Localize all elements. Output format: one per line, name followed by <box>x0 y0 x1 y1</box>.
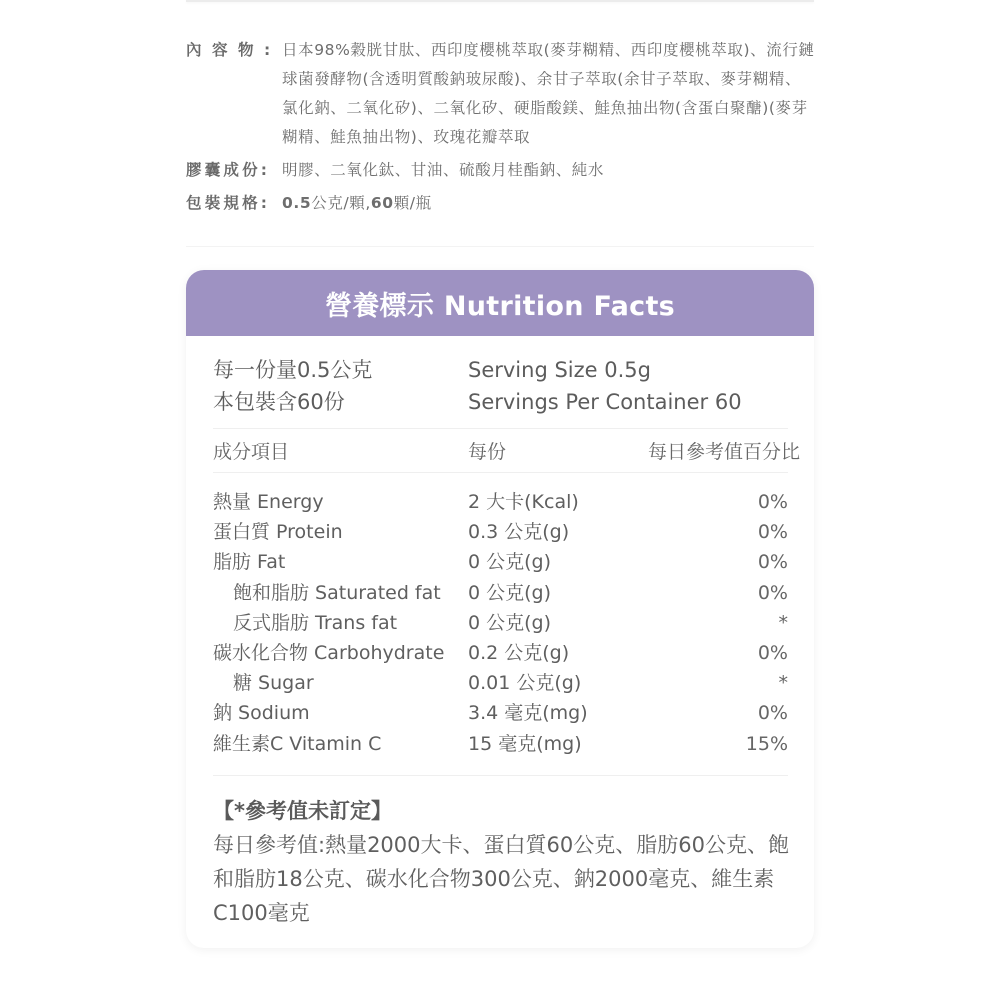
nutrient-amount: 3.4 毫克(mg) <box>468 702 588 725</box>
nutrient-amount: 15 毫克(mg) <box>468 732 582 755</box>
nutrient-row-energy <box>213 487 788 517</box>
package-num-2: 60 <box>370 194 394 212</box>
nutrient-row-saturated-fat <box>213 578 788 608</box>
serving-info <box>213 336 788 429</box>
nutrient-name: 維生素C Vitamin C <box>213 732 382 755</box>
nutrient-daily-value: * <box>778 672 788 695</box>
contents-value: 日本98%穀胱甘肽、西印度櫻桃萃取(麥芽糊精、西印度櫻桃萃取)、流行鏈球菌發酵物(含透明質酸鈉玻尿酸)、余甘子萃取(余甘子萃取、麥芽糊精、氯化鈉、二氧化矽)、二氧化矽、硬脂酸鎂、鮭魚抽出物(含蛋白聚醣)(麥芽糊精、鮭魚抽出物)、玫瑰花瓣萃取 <box>282 41 815 146</box>
column-header-daily-value: 每日參考值百分比 <box>648 441 801 463</box>
nutrient-row-sugar <box>213 668 788 698</box>
contents-label: 內容物: <box>186 41 281 59</box>
nutrient-name: 蛋白質 Protein <box>213 521 343 544</box>
section-divider <box>186 246 814 247</box>
package-num-1: 0.5 <box>282 194 312 212</box>
nutrient-daily-value: 15% <box>745 732 788 755</box>
column-header-name: 成分項目 <box>213 441 290 463</box>
nutrient-list <box>213 473 788 776</box>
nutrient-name: 鈉 Sodium <box>213 702 310 725</box>
nutrient-row-sodium <box>213 698 788 728</box>
servings-per-container-en: Servings Per Container 60 <box>468 390 742 414</box>
nutrient-daily-value: 0% <box>757 551 788 574</box>
package-unit-2: 顆/瓶 <box>393 194 432 212</box>
nutrient-daily-value: * <box>778 611 788 634</box>
nutrient-daily-value: 0% <box>757 491 788 513</box>
capsule-row <box>186 156 816 185</box>
nutrition-facts-card <box>186 270 814 948</box>
footnote <box>213 776 788 930</box>
top-divider <box>186 0 814 2</box>
nutrient-name: 反式脂肪 Trans fat <box>233 611 398 634</box>
nutrient-daily-value: 0% <box>757 521 788 544</box>
servings-per-container-zh: 本包裝含60份 <box>213 390 345 414</box>
footnote-title: 【*參考值未訂定】 <box>213 798 392 823</box>
nutrient-amount: 0 公克(g) <box>468 611 552 634</box>
nutrition-title: 營養標示 Nutrition Facts <box>324 290 676 322</box>
package-unit-1: 公克/顆, <box>311 194 371 212</box>
nutrition-header <box>186 270 814 336</box>
package-value <box>282 189 816 218</box>
package-row <box>186 189 816 218</box>
nutrient-amount: 0.3 公克(g) <box>468 521 570 544</box>
capsule-label: 膠囊成份: <box>186 161 271 179</box>
nutrient-daily-value: 0% <box>757 581 788 604</box>
nutrient-row-vitamin-c <box>213 729 788 759</box>
nutrient-row-trans-fat <box>213 608 788 638</box>
nutrient-row-protein <box>213 517 788 547</box>
serving-size-zh: 每一份量0.5公克 <box>213 358 373 382</box>
nutrient-daily-value: 0% <box>757 642 788 665</box>
servings-per-container-row <box>213 386 788 418</box>
serving-size-row <box>213 354 788 386</box>
column-header-amount: 每份 <box>468 441 507 463</box>
ingredients-section <box>186 36 816 218</box>
nutrient-row-fat <box>213 547 788 577</box>
nutrient-daily-value: 0% <box>757 702 788 725</box>
nutrition-body <box>186 336 814 930</box>
nutrient-name: 脂肪 Fat <box>213 551 286 574</box>
nutrient-amount: 2 大卡(Kcal) <box>468 491 579 513</box>
nutrient-name: 熱量 Energy <box>213 491 324 513</box>
contents-row <box>186 36 816 152</box>
package-label: 包裝規格: <box>186 194 271 212</box>
nutrient-amount: 0.2 公克(g) <box>468 642 570 665</box>
nutrient-table-header <box>213 429 801 473</box>
nutrient-name: 碳水化合物 Carbohydrate <box>213 642 445 665</box>
serving-size-en: Serving Size 0.5g <box>468 358 651 382</box>
nutrient-amount: 0.01 公克(g) <box>468 672 582 695</box>
nutrient-name: 飽和脂肪 Saturated fat <box>233 581 441 604</box>
capsule-value: 明膠、二氧化鈦、甘油、硫酸月桂酯鈉、純水 <box>282 161 605 179</box>
nutrient-amount: 0 公克(g) <box>468 581 552 604</box>
nutrient-amount: 0 公克(g) <box>468 551 552 574</box>
footnote-text: 每日參考值:熱量2000大卡、蛋白質60公克、脂肪60公克、飽和脂肪18公克、碳水化合物300公克、鈉2000毫克、維生素C100毫克 <box>213 832 789 925</box>
nutrient-row-carbohydrate <box>213 638 788 668</box>
nutrient-name: 糖 Sugar <box>233 672 314 695</box>
